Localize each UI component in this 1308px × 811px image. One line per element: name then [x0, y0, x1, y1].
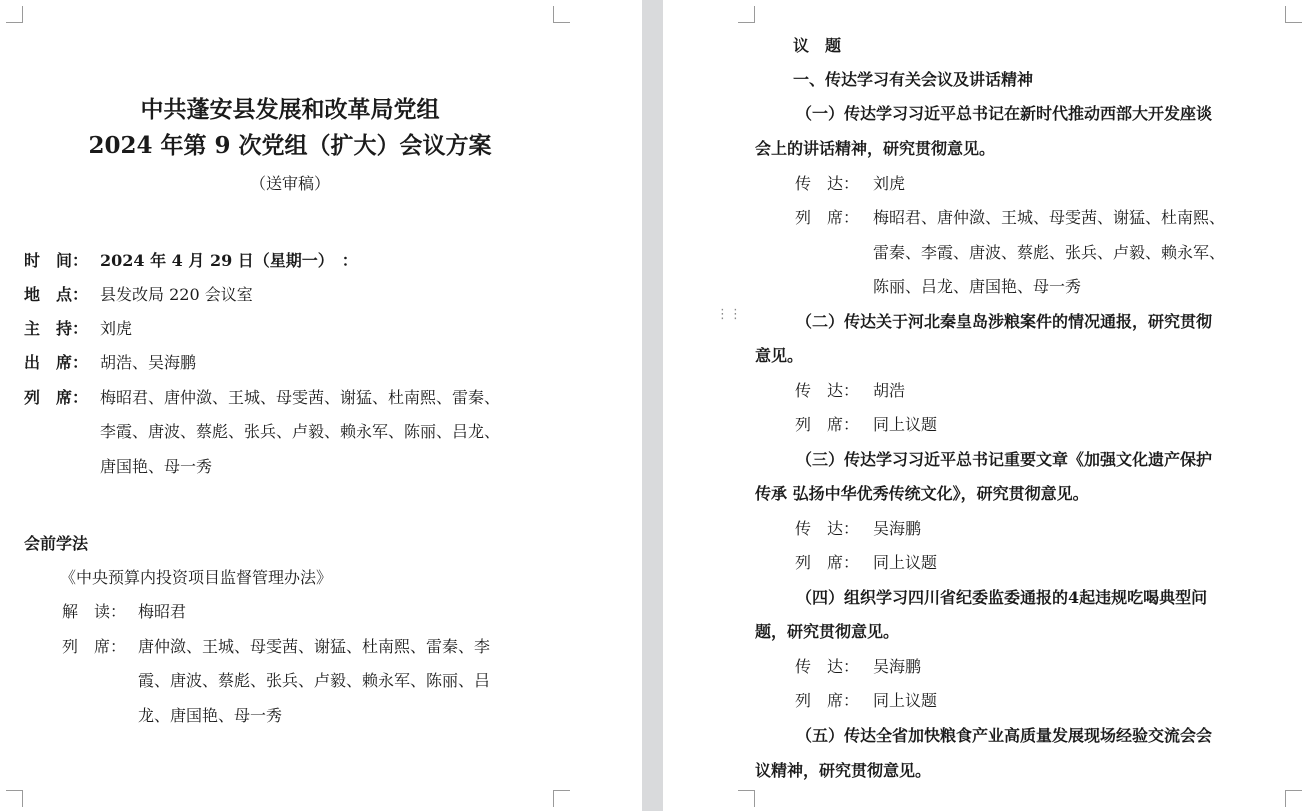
page-corner-mark	[1285, 6, 1302, 23]
host-value: 刘虎	[100, 319, 133, 338]
pre-study-doc-title: 《中央预算内投资项目监督管理办法》	[60, 568, 333, 587]
document-page-left	[0, 0, 642, 811]
host-label: 主 持：	[24, 319, 89, 338]
interpret-label: 解 读：	[62, 602, 127, 621]
time-label: 时 间：	[24, 251, 89, 270]
pre-study-sit-in-row	[62, 636, 490, 658]
sit-in-line: 雷秦、李霞、唐波、蔡彪、张兵、卢毅、赖永军、	[873, 243, 1226, 262]
item-3-sit-in-row	[795, 552, 937, 574]
item-4-convey-row	[795, 656, 921, 678]
pre-study-sit-in-line: 龙、唐国艳、母一秀	[138, 706, 283, 725]
place-value: 县发改局 220 会议室	[100, 285, 253, 304]
pre-study-sit-in-line: 霞、唐波、蔡彪、张兵、卢毅、赖永军、陈丽、吕	[138, 671, 491, 690]
item-2-sit-in-row	[795, 414, 937, 436]
document-title-line-2: 2024 年第 9 次党组（扩大）会议方案	[88, 132, 492, 159]
agenda-heading: 议 题	[793, 36, 842, 55]
meeting-place-row	[24, 284, 253, 306]
interpret-value: 梅昭君	[138, 602, 187, 621]
item-3-convey-row	[795, 518, 921, 540]
agenda-item-3-line-1: （三）传达学习习近平总书记重要文章《加强文化遗产保护	[796, 450, 1213, 469]
sit-in-line: 李霞、唐波、蔡彪、张兵、卢毅、赖永军、陈丽、吕龙、	[100, 422, 501, 441]
convey-label: 传 达：	[795, 519, 860, 538]
section-1-heading: 一、传达学习有关会议及讲话精神	[793, 70, 1034, 89]
pre-study-sit-in-label: 列 席：	[62, 637, 127, 656]
convey-value: 刘虎	[873, 174, 906, 193]
pre-study-sit-in-line: 唐仲潋、王城、母雯茜、谢猛、杜南熙、雷秦、李	[138, 637, 491, 656]
item-2-convey-row	[795, 380, 905, 402]
sit-in-label: 列 席：	[795, 553, 860, 572]
meeting-time-row	[24, 250, 358, 272]
sit-in-label: 列 席：	[795, 691, 860, 710]
convey-label: 传 达：	[795, 657, 860, 676]
sit-in-label: 列 席：	[795, 208, 860, 227]
place-label: 地 点：	[24, 285, 89, 304]
meeting-host-row	[24, 318, 132, 340]
item-1-convey-row	[795, 173, 905, 195]
time-value: 2024 年 4 月 29 日（星期一） ：	[100, 251, 358, 270]
agenda-item-2-line-1: （二）传达关于河北秦皇岛涉粮案件的情况通报，研究贯彻	[796, 312, 1213, 331]
page-corner-mark	[6, 6, 23, 23]
sit-in-label: 列 席：	[795, 415, 860, 434]
convey-value: 吴海鹏	[873, 657, 922, 676]
sit-in-value: 同上议题	[873, 553, 938, 572]
agenda-item-5-line-2: 议精神，研究贯彻意见。	[755, 761, 932, 780]
sit-in-line: 唐国艳、母一秀	[100, 457, 213, 476]
page-corner-mark	[6, 790, 23, 807]
page-corner-mark	[553, 6, 570, 23]
drag-handle-icon[interactable]: ⋮⋮	[716, 307, 742, 322]
agenda-item-4-line-1: （四）组织学习四川省纪委监委通报的4起违规吃喝典型问	[796, 588, 1208, 607]
item-1-sit-in-row	[795, 207, 1225, 229]
sit-in-line: 梅昭君、唐仲潋、王城、母雯茜、谢猛、杜南熙、	[873, 208, 1226, 227]
agenda-item-1-line-1: （一）传达学习习近平总书记在新时代推动西部大开发座谈	[796, 104, 1213, 123]
sit-in-value: 同上议题	[873, 691, 938, 710]
agenda-item-2-line-2: 意见。	[755, 346, 804, 365]
attend-label: 出 席：	[24, 353, 89, 372]
agenda-item-1-line-2: 会上的讲话精神，研究贯彻意见。	[755, 139, 996, 158]
sit-in-value: 同上议题	[873, 415, 938, 434]
document-subtitle: （送审稿）	[249, 174, 330, 193]
convey-label: 传 达：	[795, 174, 860, 193]
agenda-item-5-line-1: （五）传达全省加快粮食产业高质量发展现场经验交流会会	[796, 726, 1213, 745]
meeting-sit-in-row	[24, 387, 500, 409]
agenda-item-3-line-2: 传承 弘扬中华优秀传统文化》，研究贯彻意见。	[755, 484, 1089, 503]
pre-study-heading: 会前学法	[24, 534, 89, 553]
item-4-sit-in-row	[795, 690, 937, 712]
sit-in-line: 梅昭君、唐仲潋、王城、母雯茜、谢猛、杜南熙、雷秦、	[100, 388, 501, 407]
page-corner-mark	[553, 790, 570, 807]
page-gap	[642, 0, 663, 811]
page-corner-mark	[1285, 790, 1302, 807]
convey-label: 传 达：	[795, 381, 860, 400]
pre-study-interpret-row	[62, 601, 186, 623]
agenda-item-4-line-2: 题，研究贯彻意见。	[755, 622, 900, 641]
page-corner-mark	[738, 790, 755, 807]
attend-value: 胡浩、吴海鹏	[100, 353, 197, 372]
page-corner-mark	[738, 6, 755, 23]
convey-value: 吴海鹏	[873, 519, 922, 538]
document-title-line-1: 中共蓬安县发展和改革局党组	[140, 96, 440, 123]
sit-in-line: 陈丽、吕龙、唐国艳、母一秀	[873, 277, 1082, 296]
sit-in-label: 列 席：	[24, 388, 89, 407]
meeting-attend-row	[24, 352, 196, 374]
convey-value: 胡浩	[873, 381, 906, 400]
